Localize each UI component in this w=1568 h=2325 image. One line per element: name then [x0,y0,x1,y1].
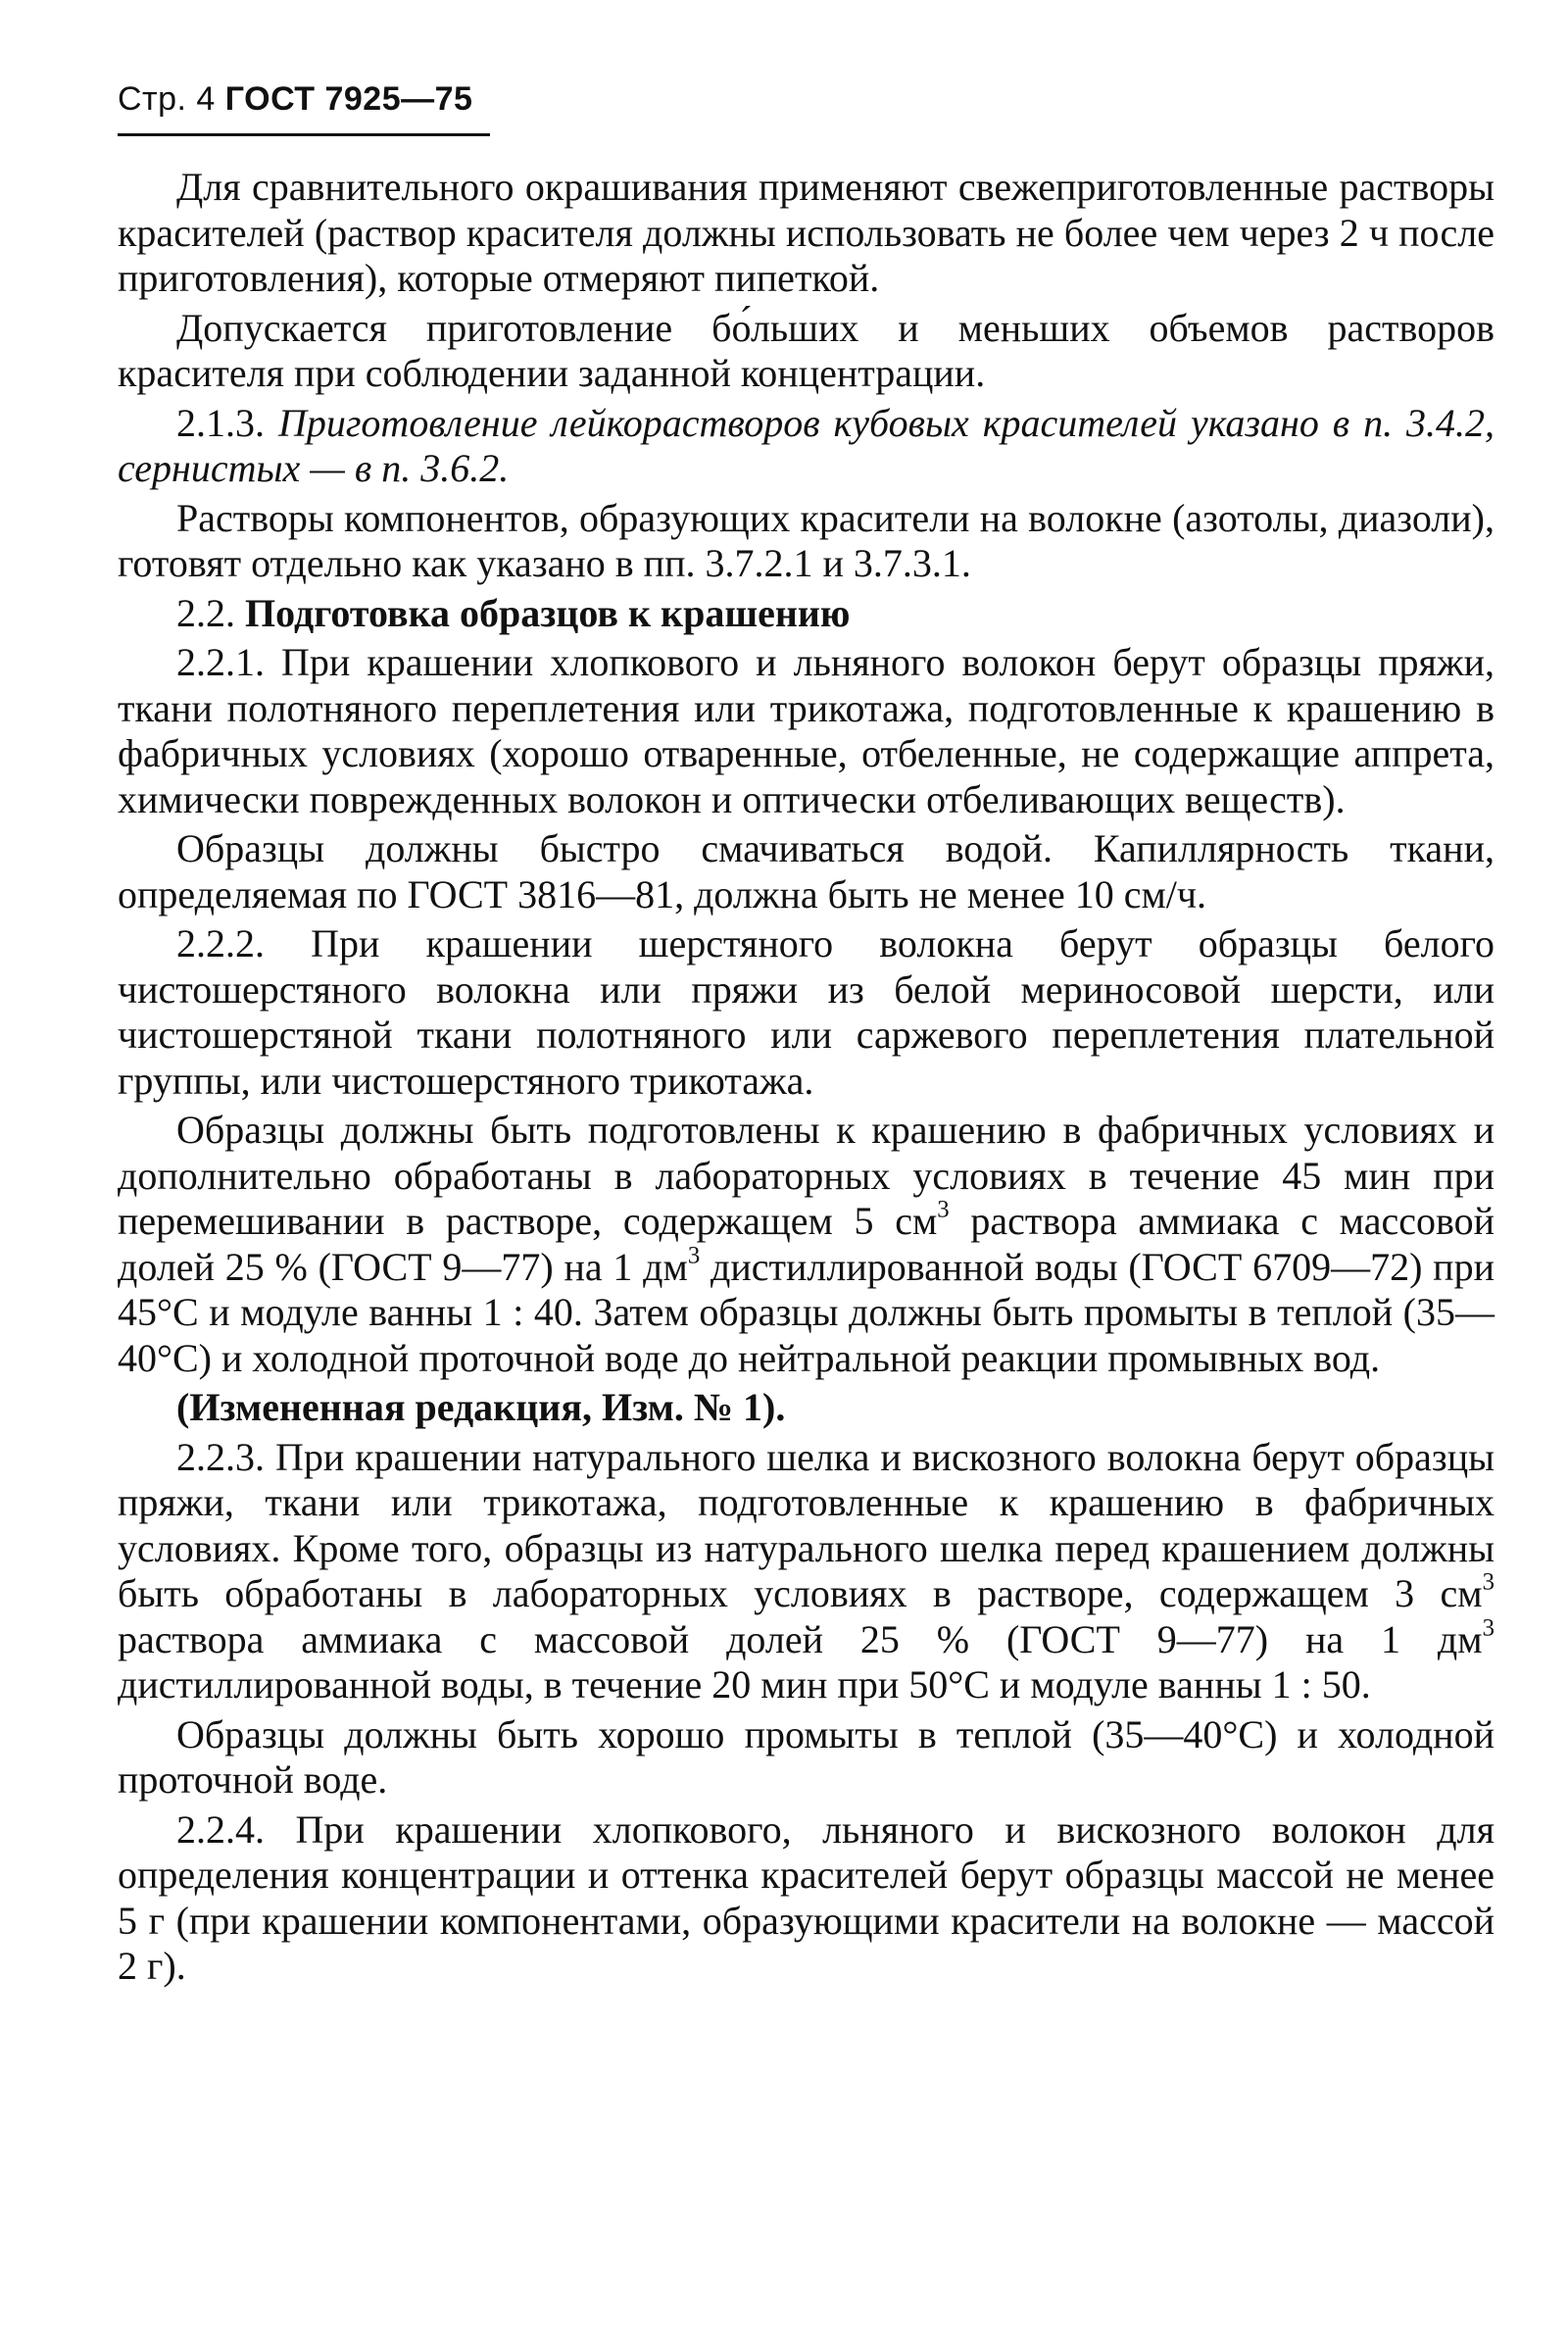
clause-text-italic: Приготовление лейкорастворов кубовых красителей указано в п. 3.4.2, сернистых — в п. 3.6.2. [118,400,1495,490]
amendment-note: (Измененная редакция, Изм. № 1). [176,1385,786,1429]
paragraph-components: Растворы компонентов, образующих красители на волокне (азотолы, диазоли), готовят отдельно как указано в пп. 3.7.2.1 и 3.7.3.1. [118,495,1494,585]
superscript: 3 [1482,1614,1494,1642]
text-run: раствора аммиака с массовой долей 25 % (ГОСТ 9—77) на 1 дм [118,1616,1483,1661]
paragraph-2-2-1: 2.2.1. При крашении хлопкового и льняного волокон берут образцы пряжи, ткани полотняного переплетения или трикотажа, подготовленные к крашению в фабричных условиях (хорошо отваренные, отбеленные, не содержащие аппрета, химически поврежденных волокон и оптически отбеливающих веществ). [118,640,1494,821]
text-run: Образцы должны быть подготовлены к крашению в фабричных условиях и дополнительно обработаны в лабораторных условиях в течение 45 мин при перемешивании в растворе, содержащем 5 см [118,1108,1494,1243]
paragraph-volumes: Допускается приготовление бо́льших и меньших объемов растворов красителя при соблюдении заданной концентрации. [118,305,1494,395]
paragraph-silk-rinse: Образцы должны быть хорошо промыты в теплой (35—40°С) и холодной проточной воде. [118,1711,1494,1802]
paragraph-wool-preparation [118,1108,1494,1381]
standard-number: ГОСТ 7925—75 [224,80,473,118]
page-number: Стр. 4 [118,80,216,118]
paragraph-comparative-dyeing: Для сравнительного окрашивания применяют свежеприготовленные растворы красителей (раствор красителя должны использовать не более чем через 2 ч после приготовления), которые отмеряют пипеткой. [118,165,1494,300]
text-run: раствора аммиака с массовой долей 25 % (ГОСТ 9—77) на 1 дм [118,1199,1494,1289]
superscript: 3 [1482,1568,1494,1596]
clause-number: 2.1.3. [176,400,265,445]
text-run: 2.2.3. При крашении натурального шелка и вискозного волокна берут образцы пряжи, ткани или трикотажа, подготовленные к крашению в фабричных условиях. Кроме того, образцы из натурального шелка перед крашением должны быть обработаны в лабораторных условиях в растворе, содержащем 3 см [118,1434,1494,1615]
page-header [118,80,472,119]
paragraph-2-2-3 [118,1435,1494,1708]
document-body [118,165,1494,1994]
section-number: 2.2. [176,590,235,635]
paragraph-2-1-3 [118,401,1494,492]
text-run: дистиллированной воды, в течение 20 мин при 50°С и модуле ванны 1 : 50. [118,1662,1371,1707]
paragraph-2-2-4: 2.2.4. При крашении хлопкового, льняного и вискозного волокон для определения концентрации и оттенка красителей берут образцы массой не менее 5 г (при крашении компонентами, образующими красители на волокне — массой 2 г). [118,1806,1494,1988]
header-rule [118,133,490,136]
superscript: 3 [937,1196,950,1223]
section-title: Подготовка образцов к крашению [245,590,851,635]
section-heading-2-2 [118,591,1494,637]
paragraph-capillarity: Образцы должны быстро смачиваться водой. Капиллярность ткани, определяемая по ГОСТ 3816—81, должна быть не менее 10 см/ч. [118,826,1494,916]
superscript: 3 [687,1242,701,1269]
text-run: дистиллированной воды (ГОСТ 6709—72) при 45°С и модуле ванны 1 : 40. Затем образцы должны быть промыты в теплой (35—40°С) и холодной проточной воде до нейтральной реакции промывных вод. [118,1244,1494,1380]
paragraph-2-2-2: 2.2.2. При крашении шерстяного волокна берут образцы белого чистошерстяного волокна или пряжи из белой мериносовой шерсти, или чистошерстяной ткани полотняного или саржевого переплетения плательной группы, или чистошерстяного трикотажа. [118,921,1494,1103]
